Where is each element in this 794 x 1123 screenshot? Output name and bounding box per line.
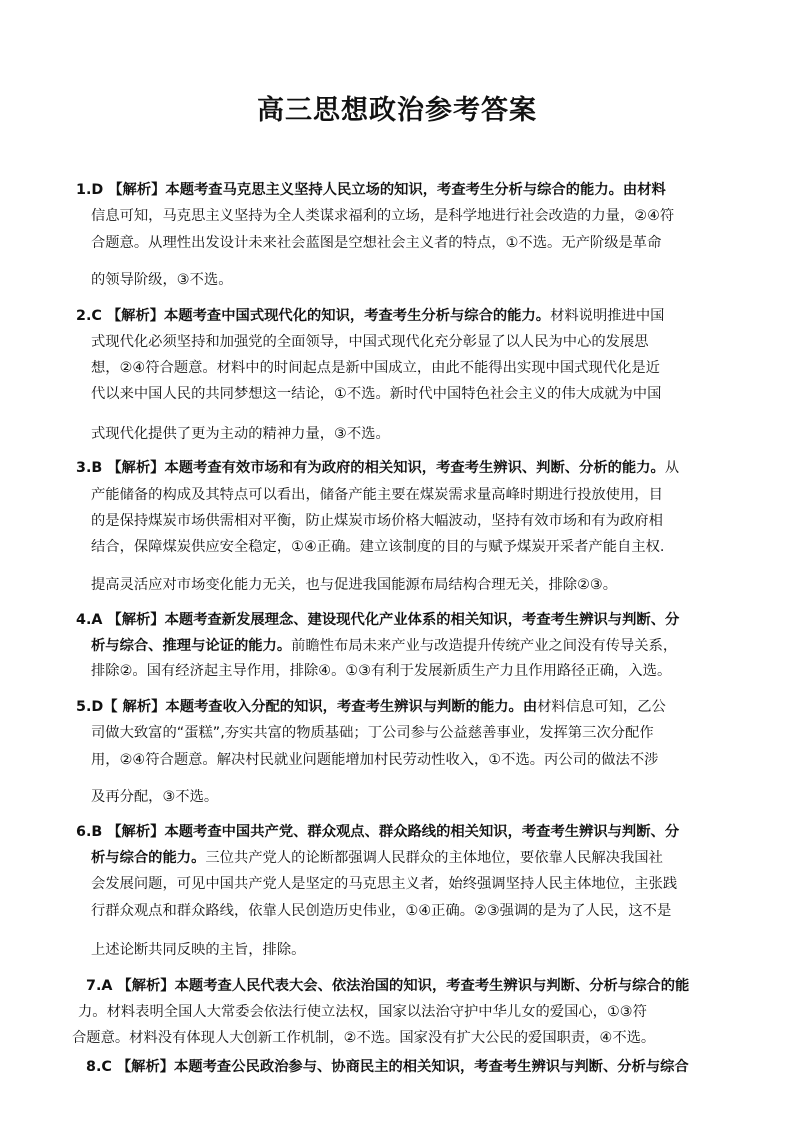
answer-2-line-1: 2.C 【解析】本题考查中国式现代化的知识，考查考生分析与综合的能力。材料说明推进中国 [76, 308, 665, 324]
answer-3-line-2: 产能储备的构成及其特点可以看出，储备产能主要在煤炭需求量高峰时期进行投放使用，目 [91, 487, 663, 503]
answer-5-line-4: 及再分配，③不选。 [91, 789, 219, 805]
answer-3-line-1: 3.B 【解析】本题考查有效市场和有为政府的相关知识，考查考生辨识、判断、分析的能力。从 [76, 460, 680, 476]
answer-7-line-1: 7.A 【解析】本题考查人民代表大会、依法治国的知识，考查考生辨识与判断、分析与综合的能 [86, 978, 690, 994]
answer-4-line-2: 析与综合、推理与论证的能力。前瞻性布局未来产业与改造提升传统产业之间没有传导关系， [91, 638, 678, 654]
answer-6-line-3: 会发展问题，可见中国共产党人是坚定的马克思主义者，始终强调坚持人民主体地位，主张践 [91, 876, 678, 892]
answer-3-line-3: 的是保持煤炭市场供需相对平衡，防止煤炭市场价格大幅波动，坚持有效市场和有为政府相 [91, 513, 663, 529]
answer-8-line-1: 8.C 【解析】本题考查公民政治参与、协商民主的相关知识，考查考生辨识与判断、分析与综合 [86, 1059, 689, 1075]
answer-3-line-4: 结合，保障煤炭供应安全稳定，①④正确。建立该制度的目的与赋予煤炭开采者产能自主权. [91, 539, 665, 555]
answer-2-line-4: 代以来中国人民的共同梦想这一结论，①不选。新时代中国特色社会主义的伟大成就为中国 [91, 386, 662, 402]
answer-1-line-3: 合题意。从理性出发设计未来社会蓝图是空想社会主义者的特点，①不选。无产阶级是革命 [91, 235, 662, 251]
answer-1-line-4: 的领导阶级，③不选。 [91, 272, 233, 288]
answer-3-line-5: 提高灵活应对市场变化能力无关，也与促进我国能源布局结构合理无关，排除②③。 [91, 577, 618, 593]
answer-7-line-2: 力。材料表明全国人大常委会依法行使立法权，国家以法治守护中华儿女的爱国心，①③符 [78, 1004, 647, 1020]
answer-5-line-1: 5.D【 解析】本题考查收入分配的知识，考查考生辨识与判断的能力。由材料信息可知，乙公 [76, 699, 666, 715]
answer-4-line-1: 4.A 【解析】本题考查新发展理念、建设现代化产业体系的相关知识，考查考生辨识与判断、分 [76, 612, 680, 628]
answer-1-line-1: 1.D 【解析】本题考查马克思主义坚持人民立场的知识，考查考生分析与综合的能力。由材料 [76, 182, 666, 198]
answer-4-line-3: 排除②。国有经济起主导作用，排除④。①③有利于发展新质生产力且作用路径正确，入选。 [91, 663, 672, 679]
answer-2-line-2: 式现代化必须坚持和加强党的全面领导，中国式现代化充分彰显了以人民为中心的发展思 [91, 334, 649, 350]
answer-7-line-3: 合题意。材料没有体现人大创新工作机制，②不选。国家没有扩大公民的爱国职责，④不选。 [72, 1030, 656, 1046]
answer-6-line-2: 析与综合的能力。三位共产党人的论断都强调人民群众的主体地位，要依靠人民解决我国社 [91, 850, 663, 866]
answer-5-line-3: 用，②④符合题意。解决村民就业问题能增加村民劳动性收入，①不选。丙公司的做法不涉 [91, 752, 659, 768]
answer-2-line-5: 式现代化提供了更为主动的精神力量，③不选。 [91, 426, 390, 442]
answer-6-line-4: 行群众观点和群众路线，依靠人民创造历史伟业，①④正确。②③强调的是为了人民，这不是 [91, 903, 672, 919]
answer-1-line-2: 信息可知，马克思主义坚持为全人类谋求福利的立场，是科学地进行社会改造的力量，②④符 [91, 208, 675, 224]
answer-6-line-5: 上述论断共同反映的主旨，排除。 [91, 942, 306, 958]
page-title: 高三思想政治参考答案 [257, 95, 537, 126]
answer-6-line-1: 6.B 【解析】本题考查中国共产党、群众观点、群众路线的相关知识，考查考生辨识与判断、分 [76, 824, 680, 840]
answer-2-line-3: 想，②④符合题意。材料中的时间起点是新中国成立，由此不能得出实现中国式现代化是近 [91, 360, 660, 376]
answer-5-line-2: 司做大致富的“蛋糕”,夯实共富的物质基础；丁公司参与公益慈善事业，发挥第三次分配作 [91, 725, 654, 741]
